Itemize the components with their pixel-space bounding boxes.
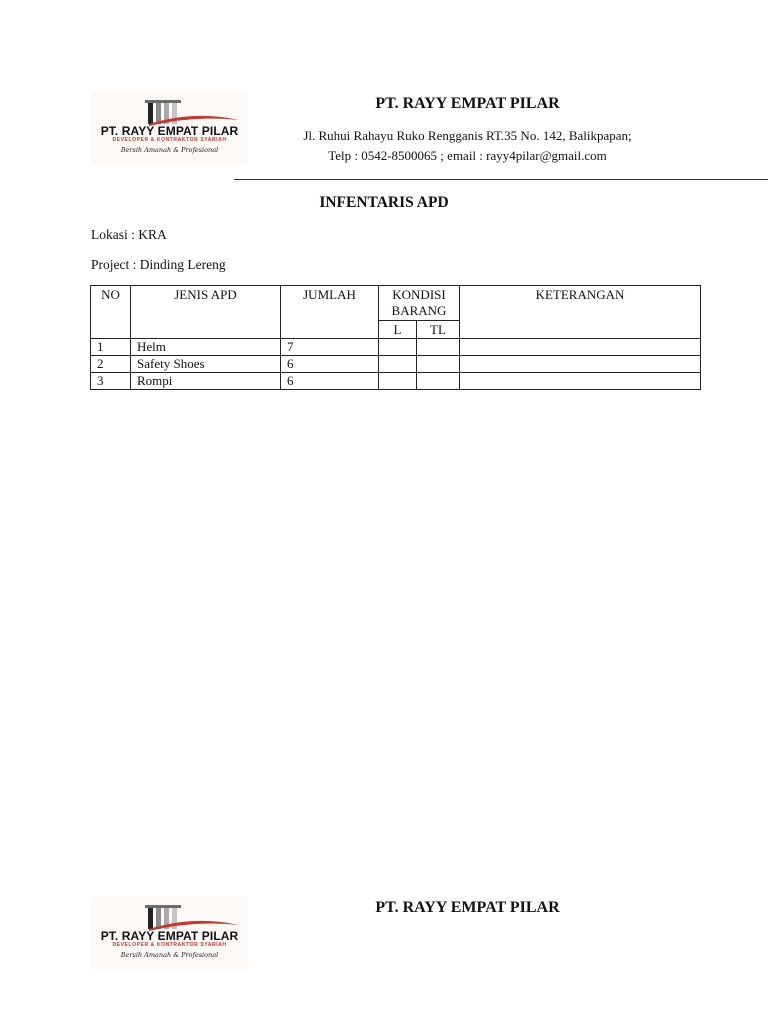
cell-no: 1 xyxy=(91,339,131,356)
footer-company-logo xyxy=(91,897,248,969)
lokasi-label: Lokasi : KRA xyxy=(91,227,167,242)
cell-jumlah: 6 xyxy=(281,373,379,390)
header-tl: TL xyxy=(417,321,460,339)
header-kondisi-barang: KONDISI BARANG xyxy=(379,286,460,321)
company-name: PT. RAYY EMPAT PILAR xyxy=(375,95,560,112)
cell-tl xyxy=(417,373,460,390)
cell-no: 2 xyxy=(91,356,131,373)
company-logo xyxy=(91,92,248,164)
cell-keterangan xyxy=(460,356,701,373)
cell-keterangan xyxy=(460,339,701,356)
cell-no: 3 xyxy=(91,373,131,390)
address-line-2: Telp : 0542-8500065 ; email : rayy4pilar@gmail.com xyxy=(328,148,607,163)
table-row xyxy=(91,356,701,373)
logo-tagline: DEVELOPER & KONTRAKTOR SYARIAH xyxy=(112,137,227,143)
cell-jenis: Helm xyxy=(131,339,281,356)
project-label: Project : Dinding Lereng xyxy=(91,257,226,272)
logo-motto: Bersih Amanah & Profesional xyxy=(120,951,219,959)
cell-jenis: Safety Shoes xyxy=(131,356,281,373)
header-jenis-apd: JENIS APD xyxy=(131,286,281,339)
cell-jenis: Rompi xyxy=(131,373,281,390)
cell-l xyxy=(379,339,417,356)
logo-name: PT. RAYY EMPAT PILAR xyxy=(100,124,239,138)
cell-tl xyxy=(417,356,460,373)
cell-jumlah: 6 xyxy=(281,356,379,373)
logo-motto: Bersih Amanah & Profesional xyxy=(120,146,219,154)
address-line-1: Jl. Ruhui Rahayu Ruko Rengganis RT.35 No. 142, Balikpapan; xyxy=(303,128,632,143)
table-row xyxy=(91,339,701,356)
logo-name: PT. RAYY EMPAT PILAR xyxy=(100,929,239,943)
document-title: INFENTARIS APD xyxy=(319,194,449,211)
footer-company-name: PT. RAYY EMPAT PILAR xyxy=(375,899,560,916)
logo-tagline: DEVELOPER & KONTRAKTOR SYARIAH xyxy=(112,942,227,948)
apd-inventory-table xyxy=(90,285,701,390)
table-row xyxy=(91,373,701,390)
header-no: NO xyxy=(91,286,131,339)
header-keterangan: KETERANGAN xyxy=(460,286,701,339)
header-l: L xyxy=(379,321,417,339)
header-divider xyxy=(234,179,768,180)
cell-jumlah: 7 xyxy=(281,339,379,356)
header-jumlah: JUMLAH xyxy=(281,286,379,339)
cell-keterangan xyxy=(460,373,701,390)
cell-tl xyxy=(417,339,460,356)
cell-l xyxy=(379,373,417,390)
cell-l xyxy=(379,356,417,373)
